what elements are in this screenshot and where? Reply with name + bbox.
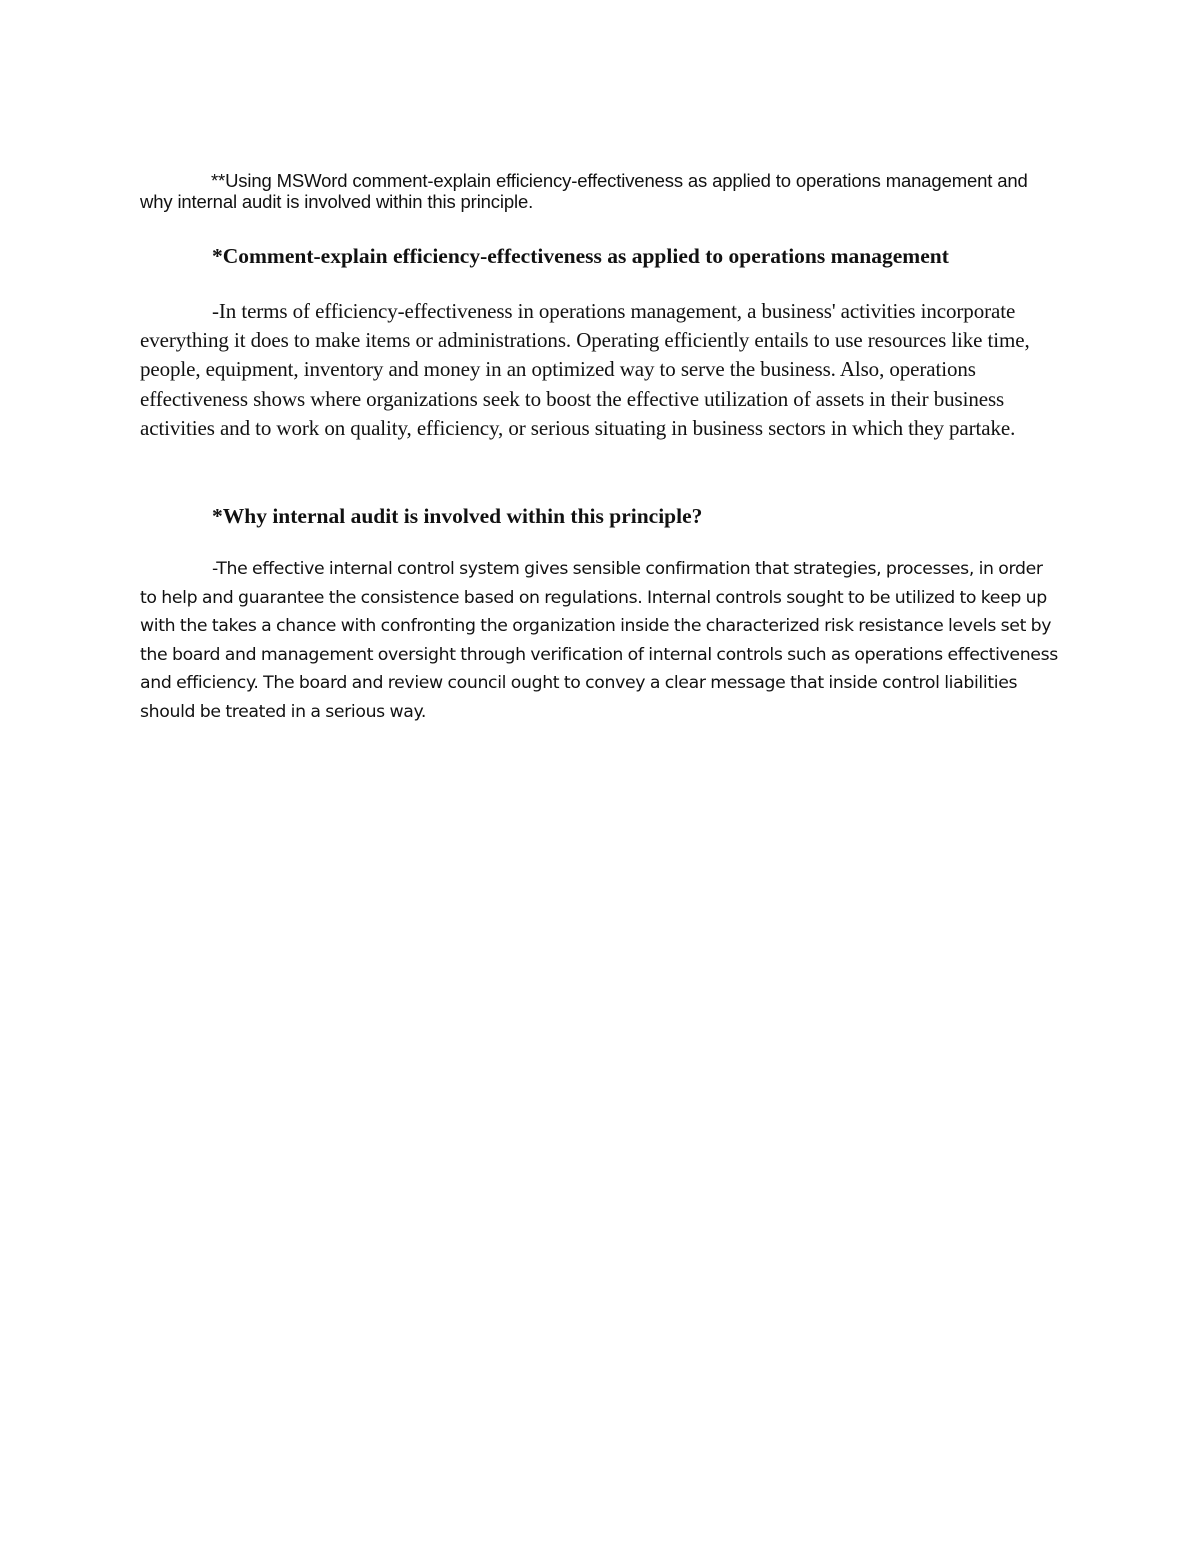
assignment-prompt: **Using MSWord comment-explain efficiency-effectiveness as applied to operations management and why internal audit is involved within this principle. [140, 170, 1028, 212]
section-body-internal-audit: -The effective internal control system gives sensible confirmation that strategies, processes, in order to help and guarantee the consistence based on regulations. Internal controls sought to be utilized to keep up with the takes a chance with confronting the organization inside the characterized risk resistance levels set by the board and management oversight through verification of internal controls such as operations effectiveness and efficiency. The board and review council ought to convey a clear message that inside control liabilities should be treated in a serious way. [140, 559, 1058, 722]
section-body-efficiency-effectiveness: -In terms of efficiency-effectiveness in operations management, a business' activities incorporate everything it does to make items or administrations. Operating efficiently entails to use resources like time, people, equipment, inventory and money in an optimized way to serve the business. Also, operations effectiveness shows where organizations seek to boost the effective utilization of assets in their business activities and to work on quality, efficiency, or serious situating in business sectors in which they partake. [140, 299, 1030, 440]
section-heading-internal-audit: *Why internal audit is involved within this principle? [212, 504, 703, 528]
section-heading-efficiency-effectiveness: *Comment-explain efficiency-effectiveness as applied to operations management [212, 244, 949, 268]
